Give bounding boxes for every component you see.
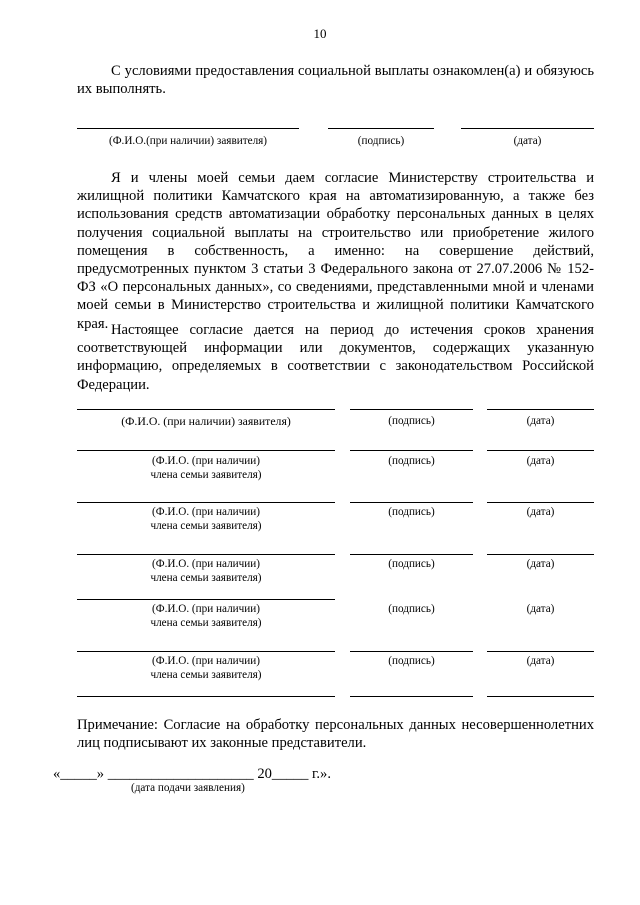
member-caption-line2: члена семьи заявителя): [150, 669, 262, 681]
member-caption-line2: члена семьи заявителя): [150, 572, 262, 584]
member-date-caption: (дата): [526, 558, 555, 570]
consent-paragraph-2: Настоящее согласие дается на период до истечения сроков хранения соответствующей информации или документов, содержащих указанную информацию, определяемых в соответствии с законодательством Российской Федерации.: [77, 322, 594, 393]
member-date-line: [487, 450, 594, 451]
consent-paragraph-1: Я и члены моей семьи даем согласие Министерству строительства и жилищной политики Камчатского края на автоматизированную, а также без использования средств автоматизации обработку персональных данных в целях получения социальной выплаты на строительство или приобретение жилого помещения в собственность, а именно: на совершение действий, предусмотренных пунктом 3 статьи 3 Федерального закона от 27.07.2006 № 152-ФЗ «О персональных данных», со сведениями, представленными мной и членами моей семьи в Министерство строительства и жилищной политики Камчатского края.: [77, 170, 594, 332]
applicant-date-line: [461, 128, 594, 129]
member-signature-caption: (подпись): [388, 506, 435, 518]
member-fio-caption: [77, 654, 335, 682]
signature-fio-line: [77, 409, 335, 410]
applicant-signature-caption: (подпись): [357, 135, 405, 147]
member-caption-line1: (Ф.И.О. (при наличии): [152, 506, 260, 518]
submission-date-line: «_____» ____________________ 20_____ г.».: [53, 766, 331, 782]
member-fio-caption: [77, 454, 335, 482]
applicant-fio-caption: (Ф.И.О.(при наличии) заявителя): [108, 135, 268, 147]
member-date-line: [487, 502, 594, 503]
member-caption-line1: (Ф.И.О. (при наличии): [152, 655, 260, 667]
date-caption: (дата): [526, 415, 555, 427]
member-fio-line: [77, 696, 335, 697]
member-signature-caption: (подпись): [388, 603, 435, 615]
member-date-caption: (дата): [526, 506, 555, 518]
applicant-signature-line: [328, 128, 434, 129]
page-number: 10: [313, 26, 327, 41]
member-fio-line: [77, 554, 335, 555]
member-fio-caption: [77, 505, 335, 533]
member-caption-line2: члена семьи заявителя): [150, 520, 262, 532]
member-signature-line: [350, 696, 473, 697]
applicant-date-caption: (дата): [513, 135, 542, 147]
member-caption-line2: члена семьи заявителя): [150, 469, 262, 481]
signature-signature-line: [350, 409, 473, 410]
member-date-caption: (дата): [526, 603, 555, 615]
member-caption-line1: (Ф.И.О. (при наличии): [152, 455, 260, 467]
applicant-caption: (Ф.И.О. (при наличии) заявителя): [121, 414, 291, 428]
member-date-caption: (дата): [526, 655, 555, 667]
member-caption-line1: (Ф.И.О. (при наличии): [152, 603, 260, 615]
member-signature-caption: (подпись): [388, 455, 435, 467]
member-signature-line: [350, 651, 473, 652]
member-fio-line: [77, 502, 335, 503]
member-date-line: [487, 696, 594, 697]
note-text: Примечание: Согласие на обработку персональных данных несовершеннолетних лиц подписывают их законные представители.: [77, 717, 594, 752]
acknowledgement-text: С условиями предоставления социальной выплаты ознакомлен(а) и обязуюсь их выполнять.: [77, 63, 594, 98]
applicant-fio-line: [77, 128, 299, 129]
member-date-line: [487, 554, 594, 555]
member-signature-line: [350, 502, 473, 503]
member-signature-caption: (подпись): [388, 655, 435, 667]
member-date-line: [487, 651, 594, 652]
member-fio-line: [77, 651, 335, 652]
member-fio-caption: [77, 602, 335, 630]
member-signature-caption: (подпись): [388, 558, 435, 570]
signature-date-line: [487, 409, 594, 410]
member-caption-line2: члена семьи заявителя): [150, 617, 262, 629]
member-caption-line1: (Ф.И.О. (при наличии): [152, 558, 260, 570]
submission-date-caption: (дата подачи заявления): [131, 782, 245, 794]
member-fio-line: [77, 599, 335, 600]
member-signature-line: [350, 554, 473, 555]
signature-caption: (подпись): [388, 415, 435, 427]
member-signature-line: [350, 450, 473, 451]
member-date-caption: (дата): [526, 455, 555, 467]
member-fio-line: [77, 450, 335, 451]
member-fio-caption: [77, 557, 335, 585]
